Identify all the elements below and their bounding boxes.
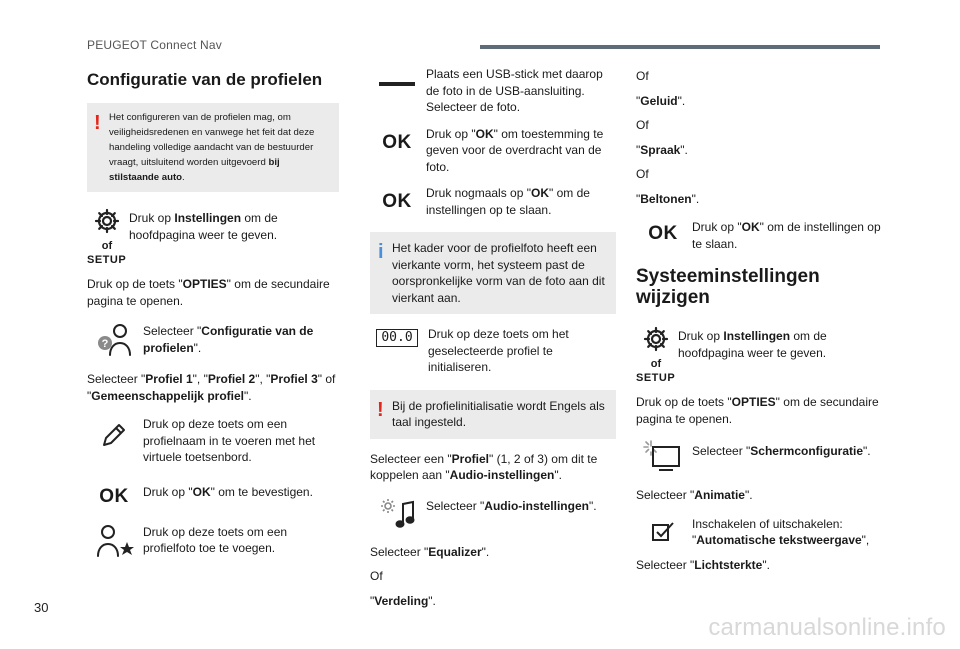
or-label: of [650, 358, 662, 370]
profile-photo-icon[interactable] [92, 522, 136, 558]
ok-button[interactable]: OK [382, 131, 412, 153]
option-geluid: "Geluid". [636, 93, 686, 108]
checkbox-icon[interactable] [651, 520, 675, 542]
instruction-options: Druk op de toets "OPTIES" om de secundaire pagina te openen. [87, 277, 330, 308]
instruction-add-photo: Druk op deze toets om een profielfoto toe te voegen. [87, 522, 339, 558]
warning-note-safety: ! Het configureren van de profielen mag, om veiligheidsredenen en vanwege het feit dat deze handeling volledige aandacht van de bestuurder vraagt, uitsluitend worden uitgevoerd bij stilstaande auto. [87, 103, 339, 192]
page-number: 30 [34, 600, 49, 615]
section-title-system-settings: Systeeminstellingen wijzigen [636, 266, 820, 308]
option-spraak: "Spraak". [636, 142, 688, 157]
or-label: of [101, 240, 113, 252]
audio-settings-icon[interactable] [377, 496, 417, 530]
instruction-link-profile: Selecteer een "Profiel" (1, 2 of 3) om dit te koppelen aan "Audio-instellingen". [370, 451, 598, 482]
instruction-select-profile: Selecteer "Profiel 1", "Profiel 2", "Profiel 3" of "Gemeenschappelijk profiel". [87, 372, 336, 403]
warning-note-language: ! Bij de profielinitialisatie wordt Engels als taal ingesteld. [370, 390, 616, 439]
screen-brightness-icon[interactable] [643, 439, 683, 473]
settings-icon-group [636, 324, 676, 384]
instruction-ok-transfer: OK Druk op "OK" om toestemming te geven voor de overdracht van de foto. [382, 126, 604, 174]
setup-key[interactable]: SETUP [636, 372, 676, 384]
instruction-settings [87, 206, 339, 266]
reset-button[interactable]: 00.0 [376, 329, 417, 347]
instruction-edit-name: Druk op deze toets om een profielnaam in te voeren met het virtuele toetsenbord. [87, 416, 339, 466]
usb-icon[interactable] [379, 80, 415, 88]
setup-key[interactable]: SETUP [87, 254, 127, 266]
ok-button[interactable]: OK [382, 191, 412, 212]
option-beltonen: "Beltonen". [636, 191, 700, 206]
instruction-equalizer: Selecteer "Equalizer". [370, 544, 490, 559]
instruction-brightness: Selecteer "Lichtsterkte". [636, 557, 770, 572]
info-icon: i [378, 241, 384, 263]
instruction-select-config: ? Selecteer "Configuratie van de profielen". [87, 321, 339, 357]
option-verdeling: "Verdeling". [370, 593, 436, 608]
or-text: Of [636, 69, 649, 83]
settings-icon-group [87, 206, 127, 266]
instruction-settings: of SETUP Druk op Instellingen om de hoofdpagina weer te geven. [636, 324, 884, 384]
watermark: carmanualsonline.info [708, 614, 946, 641]
instruction-reset-profile: 00.0 Druk op deze toets om het geselecteerde profiel te initialiseren. [370, 326, 616, 376]
instruction-animation: Selecteer "Animatie". [636, 488, 753, 502]
or-text: Of [370, 569, 383, 583]
instruction-audio-settings: Selecteer "Audio-instellingen". [370, 496, 616, 530]
gear-icon[interactable] [641, 324, 671, 354]
instruction-usb: Plaats een USB-stick met daarop de foto in de USB-aansluiting. Selecteer de foto. [370, 62, 616, 116]
pencil-icon[interactable] [99, 420, 129, 450]
instruction-ok-save: OK Druk nogmaals op "OK" om de instellingen op te slaan. [382, 186, 590, 217]
instruction-ok-save: OK Druk op "OK" om de instellingen op te slaan. [648, 220, 881, 251]
column-3 [636, 62, 884, 585]
section-title-profiles: Configuratie van de profielen [87, 70, 323, 89]
profile-question-icon[interactable] [92, 321, 136, 357]
header-bar [480, 45, 880, 49]
ok-button[interactable]: OK [99, 485, 129, 507]
warning-icon: ! [377, 398, 384, 421]
column-2 [370, 62, 616, 617]
or-text: Of [636, 118, 649, 132]
instruction-text: Druk op Instellingen om de hoofdpagina weer te geven. [129, 211, 278, 242]
or-text: Of [636, 167, 649, 181]
gear-icon[interactable] [92, 206, 122, 236]
column-1 [87, 62, 339, 572]
svg-text:?: ? [101, 338, 109, 350]
instruction-toggle-text: Inschakelen of uitschakelen: "Automatische tekstweergave", [636, 516, 884, 549]
instruction-options: Druk op de toets "OPTIES" om de secundaire pagina te openen. [636, 395, 879, 426]
warning-icon: ! [94, 112, 101, 134]
info-note-photo-frame: i Het kader voor de profielfoto heeft een vierkante vorm, het systeem past de oorspronkelijke vorm van de foto aan dit vierkant aan. [370, 232, 616, 314]
icon-cell [87, 321, 141, 357]
instruction-screen-config: Selecteer "Schermconfiguratie". [636, 439, 884, 473]
ok-button[interactable]: OK [648, 223, 678, 244]
running-header: PEUGEOT Connect Nav [87, 38, 222, 52]
instruction-ok-confirm: OK Druk op "OK" om te bevestigen. [99, 484, 313, 507]
